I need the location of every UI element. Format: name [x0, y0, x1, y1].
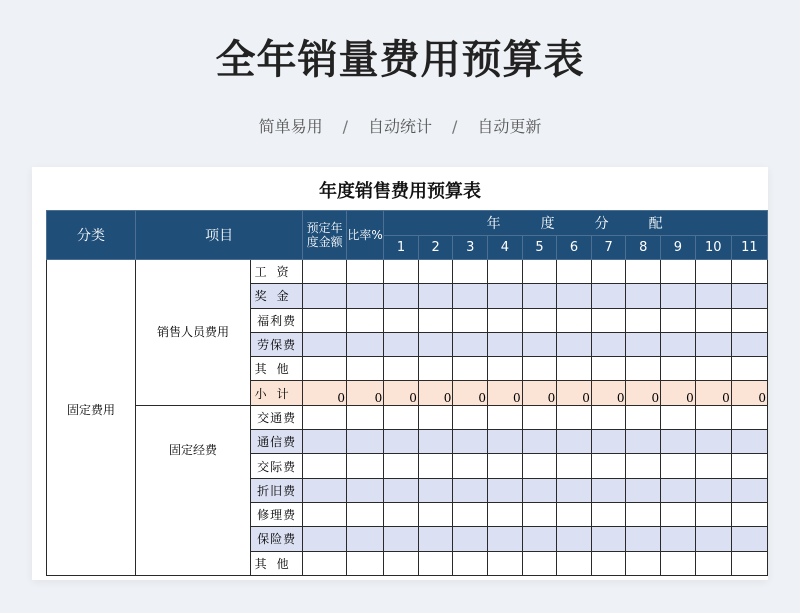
value-cell[interactable]	[695, 308, 731, 332]
value-cell[interactable]	[695, 260, 731, 284]
value-cell[interactable]	[346, 527, 383, 551]
value-cell[interactable]	[591, 478, 626, 502]
value-cell[interactable]	[453, 284, 488, 308]
value-cell[interactable]	[453, 454, 488, 478]
value-cell[interactable]	[384, 551, 419, 575]
header-month: 2	[418, 236, 453, 260]
item-label: 其他	[251, 551, 303, 575]
value-cell[interactable]	[591, 405, 626, 429]
value-cell[interactable]	[626, 478, 661, 502]
value-cell[interactable]	[418, 478, 453, 502]
value-cell[interactable]	[488, 527, 523, 551]
item-label: 劳保费	[251, 332, 303, 356]
value-cell[interactable]	[731, 551, 767, 575]
header-ratio: 比率%	[346, 211, 383, 260]
group-cell: 销售人员费用	[136, 260, 251, 406]
header-month: 1	[384, 236, 419, 260]
value-cell[interactable]	[731, 260, 767, 284]
value-cell[interactable]	[418, 551, 453, 575]
budget-table	[46, 210, 768, 576]
value-cell[interactable]	[731, 527, 767, 551]
value-cell[interactable]	[661, 502, 696, 526]
value-cell[interactable]	[488, 478, 523, 502]
value-cell[interactable]	[303, 308, 347, 332]
value-cell[interactable]	[303, 430, 347, 454]
value-cell[interactable]: 0	[661, 381, 696, 405]
value-cell[interactable]	[384, 527, 419, 551]
value-cell[interactable]	[453, 551, 488, 575]
tagline-separator: /	[342, 117, 348, 136]
header-month: 9	[661, 236, 696, 260]
header-month: 11	[731, 236, 767, 260]
value-cell[interactable]	[557, 430, 592, 454]
value-cell[interactable]	[346, 332, 383, 356]
value-cell[interactable]	[661, 430, 696, 454]
value-cell[interactable]	[522, 551, 557, 575]
value-cell[interactable]	[661, 284, 696, 308]
value-cell[interactable]	[418, 430, 453, 454]
value-cell[interactable]	[384, 284, 419, 308]
header-month: 3	[453, 236, 488, 260]
value-cell[interactable]	[522, 332, 557, 356]
value-cell[interactable]	[591, 527, 626, 551]
sheet-title: 年度销售费用预算表	[319, 181, 481, 202]
value-cell[interactable]	[384, 332, 419, 356]
value-cell[interactable]	[418, 405, 453, 429]
value-cell[interactable]	[731, 478, 767, 502]
item-label: 交际费	[251, 454, 303, 478]
value-cell[interactable]	[591, 284, 626, 308]
value-cell[interactable]	[626, 430, 661, 454]
value-cell[interactable]	[557, 260, 592, 284]
value-cell[interactable]	[346, 260, 383, 284]
value-cell[interactable]	[731, 308, 767, 332]
value-cell[interactable]	[626, 260, 661, 284]
spreadsheet-card	[32, 167, 768, 580]
value-cell[interactable]	[303, 478, 347, 502]
value-cell[interactable]	[626, 527, 661, 551]
value-cell[interactable]	[488, 308, 523, 332]
value-cell[interactable]	[557, 478, 592, 502]
header-month: 10	[695, 236, 731, 260]
tagline-item: 简单易用	[258, 117, 323, 136]
value-cell[interactable]: 0	[418, 381, 453, 405]
group-cell: 固定经费	[136, 405, 251, 575]
value-cell[interactable]	[661, 308, 696, 332]
value-cell[interactable]	[731, 405, 767, 429]
value-cell[interactable]	[522, 478, 557, 502]
value-cell[interactable]	[488, 430, 523, 454]
value-cell[interactable]	[591, 357, 626, 381]
item-label: 其他	[251, 357, 303, 381]
value-cell[interactable]	[661, 405, 696, 429]
value-cell[interactable]	[346, 357, 383, 381]
header-month: 8	[626, 236, 661, 260]
value-cell[interactable]	[346, 454, 383, 478]
value-cell[interactable]	[384, 308, 419, 332]
value-cell[interactable]	[557, 551, 592, 575]
value-cell[interactable]	[453, 308, 488, 332]
item-label: 折旧费	[251, 478, 303, 502]
value-cell[interactable]	[488, 284, 523, 308]
value-cell[interactable]	[488, 260, 523, 284]
tagline-separator: /	[452, 117, 458, 136]
value-cell[interactable]	[522, 357, 557, 381]
value-cell[interactable]	[453, 478, 488, 502]
value-cell[interactable]: 0	[591, 381, 626, 405]
value-cell[interactable]	[626, 454, 661, 478]
value-cell[interactable]: 0	[488, 381, 523, 405]
header-month: 6	[557, 236, 592, 260]
value-cell[interactable]	[591, 551, 626, 575]
value-cell[interactable]: 0	[557, 381, 592, 405]
value-cell[interactable]	[384, 357, 419, 381]
value-cell[interactable]	[626, 551, 661, 575]
value-cell[interactable]	[591, 430, 626, 454]
value-cell[interactable]	[453, 260, 488, 284]
header-month: 5	[522, 236, 557, 260]
value-cell[interactable]	[303, 502, 347, 526]
value-cell[interactable]	[661, 332, 696, 356]
value-cell[interactable]	[661, 260, 696, 284]
value-cell[interactable]	[695, 454, 731, 478]
value-cell[interactable]	[695, 430, 731, 454]
value-cell[interactable]	[695, 551, 731, 575]
value-cell[interactable]	[591, 260, 626, 284]
value-cell[interactable]	[731, 357, 767, 381]
value-cell[interactable]	[488, 502, 523, 526]
value-cell[interactable]	[418, 308, 453, 332]
value-cell[interactable]	[661, 454, 696, 478]
value-cell[interactable]	[488, 551, 523, 575]
value-cell[interactable]	[346, 308, 383, 332]
value-cell[interactable]	[591, 454, 626, 478]
item-label: 交通费	[251, 405, 303, 429]
value-cell[interactable]	[626, 332, 661, 356]
value-cell[interactable]	[303, 357, 347, 381]
item-label: 小计	[251, 381, 303, 405]
header-month: 4	[488, 236, 523, 260]
value-cell[interactable]: 0	[626, 381, 661, 405]
value-cell[interactable]	[731, 454, 767, 478]
tagline-item: 自动更新	[477, 117, 542, 136]
value-cell[interactable]	[695, 357, 731, 381]
value-cell[interactable]	[303, 405, 347, 429]
value-cell[interactable]	[418, 502, 453, 526]
value-cell[interactable]	[384, 502, 419, 526]
value-cell[interactable]	[557, 527, 592, 551]
value-cell[interactable]	[384, 260, 419, 284]
value-cell[interactable]	[695, 284, 731, 308]
value-cell[interactable]: 0	[346, 381, 383, 405]
header-item: 项目	[136, 211, 303, 260]
item-label: 修理费	[251, 502, 303, 526]
value-cell[interactable]	[522, 502, 557, 526]
value-cell[interactable]	[557, 454, 592, 478]
value-cell[interactable]	[695, 527, 731, 551]
value-cell[interactable]	[418, 454, 453, 478]
value-cell[interactable]	[522, 454, 557, 478]
value-cell[interactable]	[661, 357, 696, 381]
value-cell[interactable]	[591, 502, 626, 526]
value-cell[interactable]	[303, 284, 347, 308]
item-label: 工资	[251, 260, 303, 284]
table-row	[47, 260, 768, 284]
value-cell[interactable]	[453, 502, 488, 526]
value-cell[interactable]	[384, 405, 419, 429]
value-cell[interactable]	[695, 502, 731, 526]
value-cell[interactable]	[384, 478, 419, 502]
value-cell[interactable]	[303, 454, 347, 478]
value-cell[interactable]	[522, 405, 557, 429]
value-cell[interactable]	[522, 260, 557, 284]
tagline-item: 自动统计	[367, 117, 432, 136]
item-label: 奖金	[251, 284, 303, 308]
value-cell[interactable]	[522, 284, 557, 308]
value-cell[interactable]	[695, 405, 731, 429]
value-cell[interactable]: 0	[695, 381, 731, 405]
value-cell[interactable]: 0	[453, 381, 488, 405]
value-cell[interactable]	[453, 357, 488, 381]
value-cell[interactable]	[418, 260, 453, 284]
value-cell[interactable]	[453, 430, 488, 454]
category-cell: 固定费用	[47, 260, 136, 576]
value-cell[interactable]: 0	[731, 381, 767, 405]
value-cell[interactable]	[488, 357, 523, 381]
value-cell[interactable]	[303, 527, 347, 551]
item-label: 保险费	[251, 527, 303, 551]
value-cell[interactable]	[557, 357, 592, 381]
item-label: 福利费	[251, 308, 303, 332]
value-cell[interactable]	[626, 502, 661, 526]
value-cell[interactable]	[418, 527, 453, 551]
value-cell[interactable]	[626, 357, 661, 381]
value-cell[interactable]	[591, 332, 626, 356]
value-cell[interactable]	[731, 284, 767, 308]
header-category: 分类	[47, 211, 136, 260]
value-cell[interactable]	[303, 332, 347, 356]
value-cell[interactable]	[695, 478, 731, 502]
value-cell[interactable]	[346, 502, 383, 526]
value-cell[interactable]	[731, 502, 767, 526]
tagline	[0, 114, 800, 137]
value-cell[interactable]	[488, 405, 523, 429]
value-cell[interactable]	[418, 332, 453, 356]
header-month: 7	[591, 236, 626, 260]
value-cell[interactable]	[522, 527, 557, 551]
value-cell[interactable]	[557, 502, 592, 526]
value-cell[interactable]	[695, 332, 731, 356]
value-cell[interactable]: 0	[384, 381, 419, 405]
value-cell[interactable]	[346, 478, 383, 502]
page-title: 全年销量费用预算表	[215, 37, 585, 83]
value-cell[interactable]	[626, 284, 661, 308]
value-cell[interactable]	[488, 454, 523, 478]
value-cell[interactable]	[626, 308, 661, 332]
value-cell[interactable]	[346, 284, 383, 308]
value-cell[interactable]: 0	[303, 381, 347, 405]
value-cell[interactable]	[488, 332, 523, 356]
value-cell[interactable]	[418, 284, 453, 308]
value-cell[interactable]	[661, 551, 696, 575]
value-cell[interactable]	[522, 430, 557, 454]
value-cell[interactable]: 0	[522, 381, 557, 405]
value-cell[interactable]	[346, 405, 383, 429]
value-cell[interactable]	[731, 430, 767, 454]
value-cell[interactable]	[557, 405, 592, 429]
value-cell[interactable]	[557, 332, 592, 356]
header-allocation: 年 度 分 配	[384, 211, 768, 236]
table-row	[47, 405, 768, 429]
value-cell[interactable]	[453, 405, 488, 429]
item-label: 通信费	[251, 430, 303, 454]
value-cell[interactable]	[453, 527, 488, 551]
value-cell[interactable]	[626, 405, 661, 429]
header-budget: 预定年度金额	[303, 211, 347, 260]
value-cell[interactable]	[661, 527, 696, 551]
value-cell[interactable]	[384, 454, 419, 478]
value-cell[interactable]	[661, 478, 696, 502]
value-cell[interactable]	[453, 332, 488, 356]
value-cell[interactable]	[346, 551, 383, 575]
value-cell[interactable]	[591, 308, 626, 332]
value-cell[interactable]	[303, 551, 347, 575]
value-cell[interactable]	[557, 308, 592, 332]
value-cell[interactable]	[418, 357, 453, 381]
value-cell[interactable]	[303, 260, 347, 284]
value-cell[interactable]	[384, 430, 419, 454]
value-cell[interactable]	[731, 332, 767, 356]
value-cell[interactable]	[557, 284, 592, 308]
value-cell[interactable]	[346, 430, 383, 454]
value-cell[interactable]	[522, 308, 557, 332]
